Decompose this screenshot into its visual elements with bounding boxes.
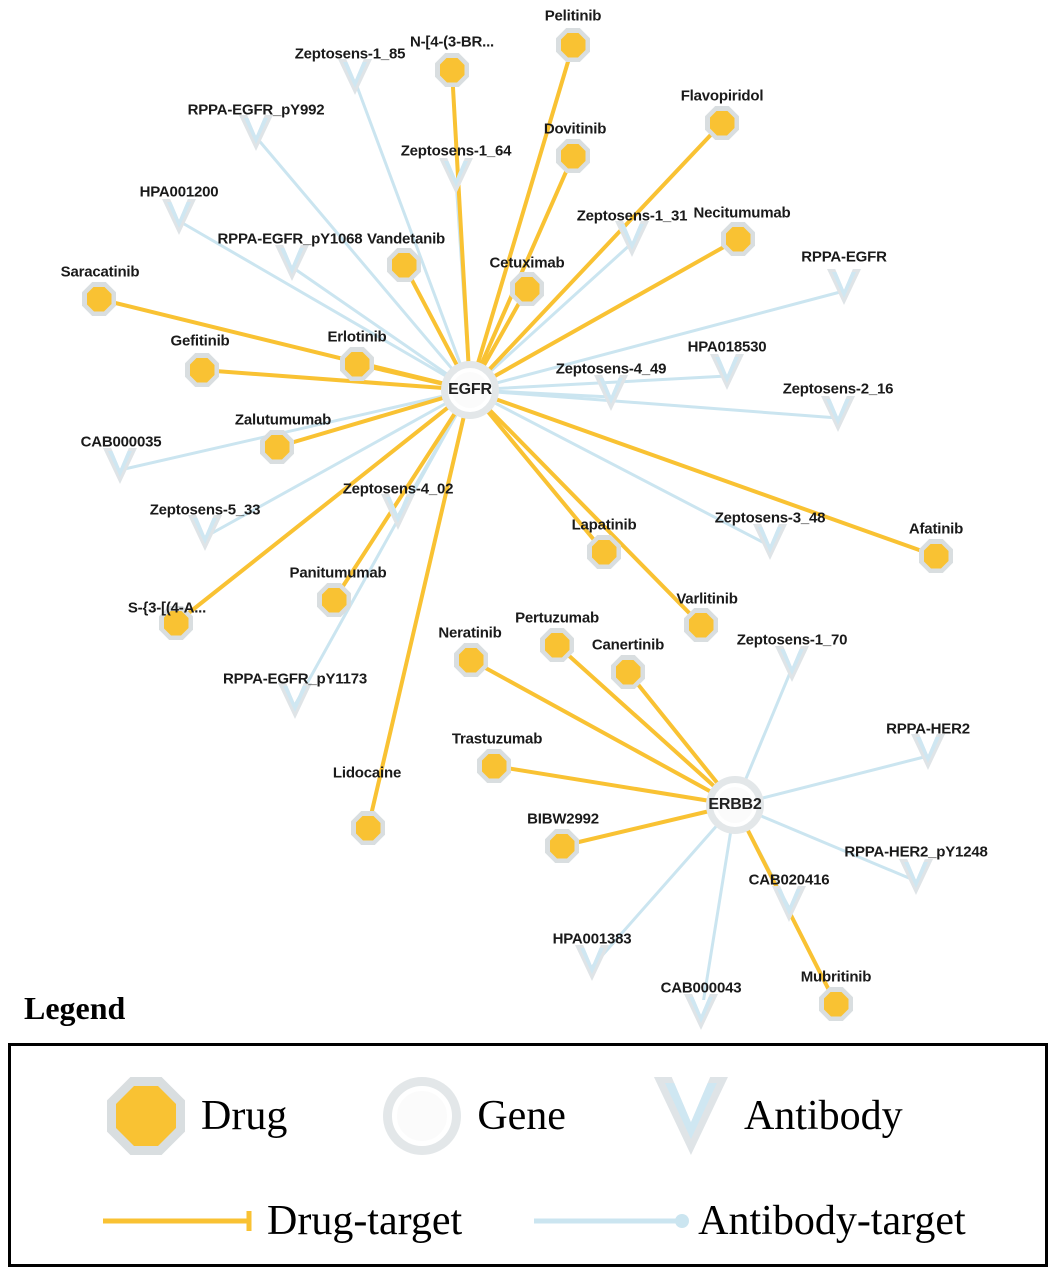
drug-label-2: Flavopiridol (680, 87, 764, 105)
drug-label-16: Pertuzumab (515, 609, 599, 627)
drug-node-1[interactable] (435, 53, 469, 87)
legend-label-gene: Gene (477, 1093, 566, 1139)
antibody-label-17: RPPA-HER2_pY1248 (844, 843, 988, 861)
drug-label-18: Canertinib (591, 636, 665, 654)
antibody-label-6: RPPA-EGFR (801, 248, 887, 266)
chevron-icon (654, 1077, 728, 1155)
antibody-label-3: HPA001200 (139, 183, 219, 201)
drug-target-edge-icon (101, 1208, 261, 1234)
drug-label-4: Necitumumab (693, 204, 791, 222)
graph-edge (735, 756, 928, 805)
drug-label-10: Zalutumumab (234, 411, 332, 429)
drug-node-9[interactable] (185, 353, 219, 387)
drug-node-7[interactable] (82, 282, 116, 316)
legend-label-antibody-target: Antibody-target (698, 1198, 966, 1244)
graph-edge (701, 805, 735, 1000)
drug-label-6: Cetuximab (489, 254, 565, 272)
antibody-label-16: RPPA-HER2 (886, 720, 970, 738)
legend-item-antibody (654, 1077, 903, 1155)
circle-icon (383, 1077, 461, 1155)
graph-edge (470, 390, 701, 625)
gene-label-erbb2: ERBB2 (708, 796, 762, 813)
drug-label-19: Trastuzumab (451, 730, 543, 748)
antibody-label-4: Zeptosens-1_31 (576, 207, 688, 225)
antibody-label-11: Zeptosens-4_02 (342, 480, 454, 498)
drug-node-5[interactable] (387, 248, 421, 282)
antibody-label-19: HPA001383 (552, 930, 632, 948)
antibody-label-1: RPPA-EGFR_pY992 (187, 101, 325, 119)
antibody-label-9: Zeptosens-2_16 (782, 380, 894, 398)
legend-item-drug-target (101, 1197, 462, 1245)
antibody-label-8: Zeptosens-4_49 (555, 360, 667, 378)
antibody-label-2: Zeptosens-1_64 (400, 142, 512, 160)
drug-label-3: Dovitinib (543, 120, 607, 138)
drug-label-17: Neratinib (438, 624, 502, 642)
antibody-label-5: RPPA-EGFR_pY1068 (217, 230, 363, 248)
drug-label-11: Afatinib (908, 520, 964, 538)
legend-item-drug (107, 1077, 287, 1155)
gene-label-egfr: EGFR (448, 381, 492, 398)
drug-label-12: Lapatinib (571, 516, 637, 534)
legend-label-drug-target: Drug-target (267, 1198, 463, 1244)
drug-label-5: Vandetanib (366, 230, 446, 248)
drug-label-8: Erlotinib (327, 328, 387, 346)
antibody-label-13: Zeptosens-3_48 (714, 509, 826, 527)
drug-label-1: N-[4-(3-BR... (409, 33, 495, 51)
antibody-label-12: Zeptosens-5_33 (149, 501, 261, 519)
graph-edge (368, 390, 470, 828)
drug-label-7: Saracatinib (60, 263, 140, 281)
legend-label-antibody: Antibody (743, 1093, 903, 1139)
legend-box (8, 1043, 1048, 1267)
antibody-label-10: CAB000035 (80, 433, 162, 451)
drug-label-21: BIBW2992 (527, 810, 599, 828)
legend-label-drug: Drug (201, 1093, 288, 1139)
drug-label-22: Mubritinib (800, 968, 872, 986)
drug-node-8[interactable] (340, 347, 374, 381)
antibody-label-18: CAB020416 (748, 871, 830, 889)
drug-node-10[interactable] (260, 430, 294, 464)
antibody-label-20: CAB000043 (660, 979, 742, 997)
drug-label-20: Lidocaine (332, 764, 402, 782)
legend-edge-types (11, 1186, 1045, 1256)
legend-title: Legend (24, 990, 126, 1026)
drug-label-0: Pelitinib (544, 7, 602, 25)
drug-label-14: Panitumumab (289, 564, 387, 582)
antibody-label-7: HPA018530 (687, 338, 767, 356)
legend-item-antibody-target (532, 1197, 966, 1245)
graph-edge (452, 70, 470, 390)
drug-label-9: Gefitinib (170, 332, 230, 350)
antibody-label-0: Zeptosens-1_85 (294, 45, 406, 63)
drug-label-15: S-{3-[(4-A... (127, 599, 207, 617)
drug-label-13: Varlitinib (676, 590, 738, 608)
octagon-icon (107, 1077, 185, 1155)
antibody-label-15: Zeptosens-1_70 (736, 631, 848, 649)
antibody-label-14: RPPA-EGFR_pY1173 (222, 670, 368, 688)
legend-node-types (11, 1066, 1045, 1166)
legend-item-gene (383, 1077, 566, 1155)
antibody-target-edge-icon (532, 1208, 692, 1234)
